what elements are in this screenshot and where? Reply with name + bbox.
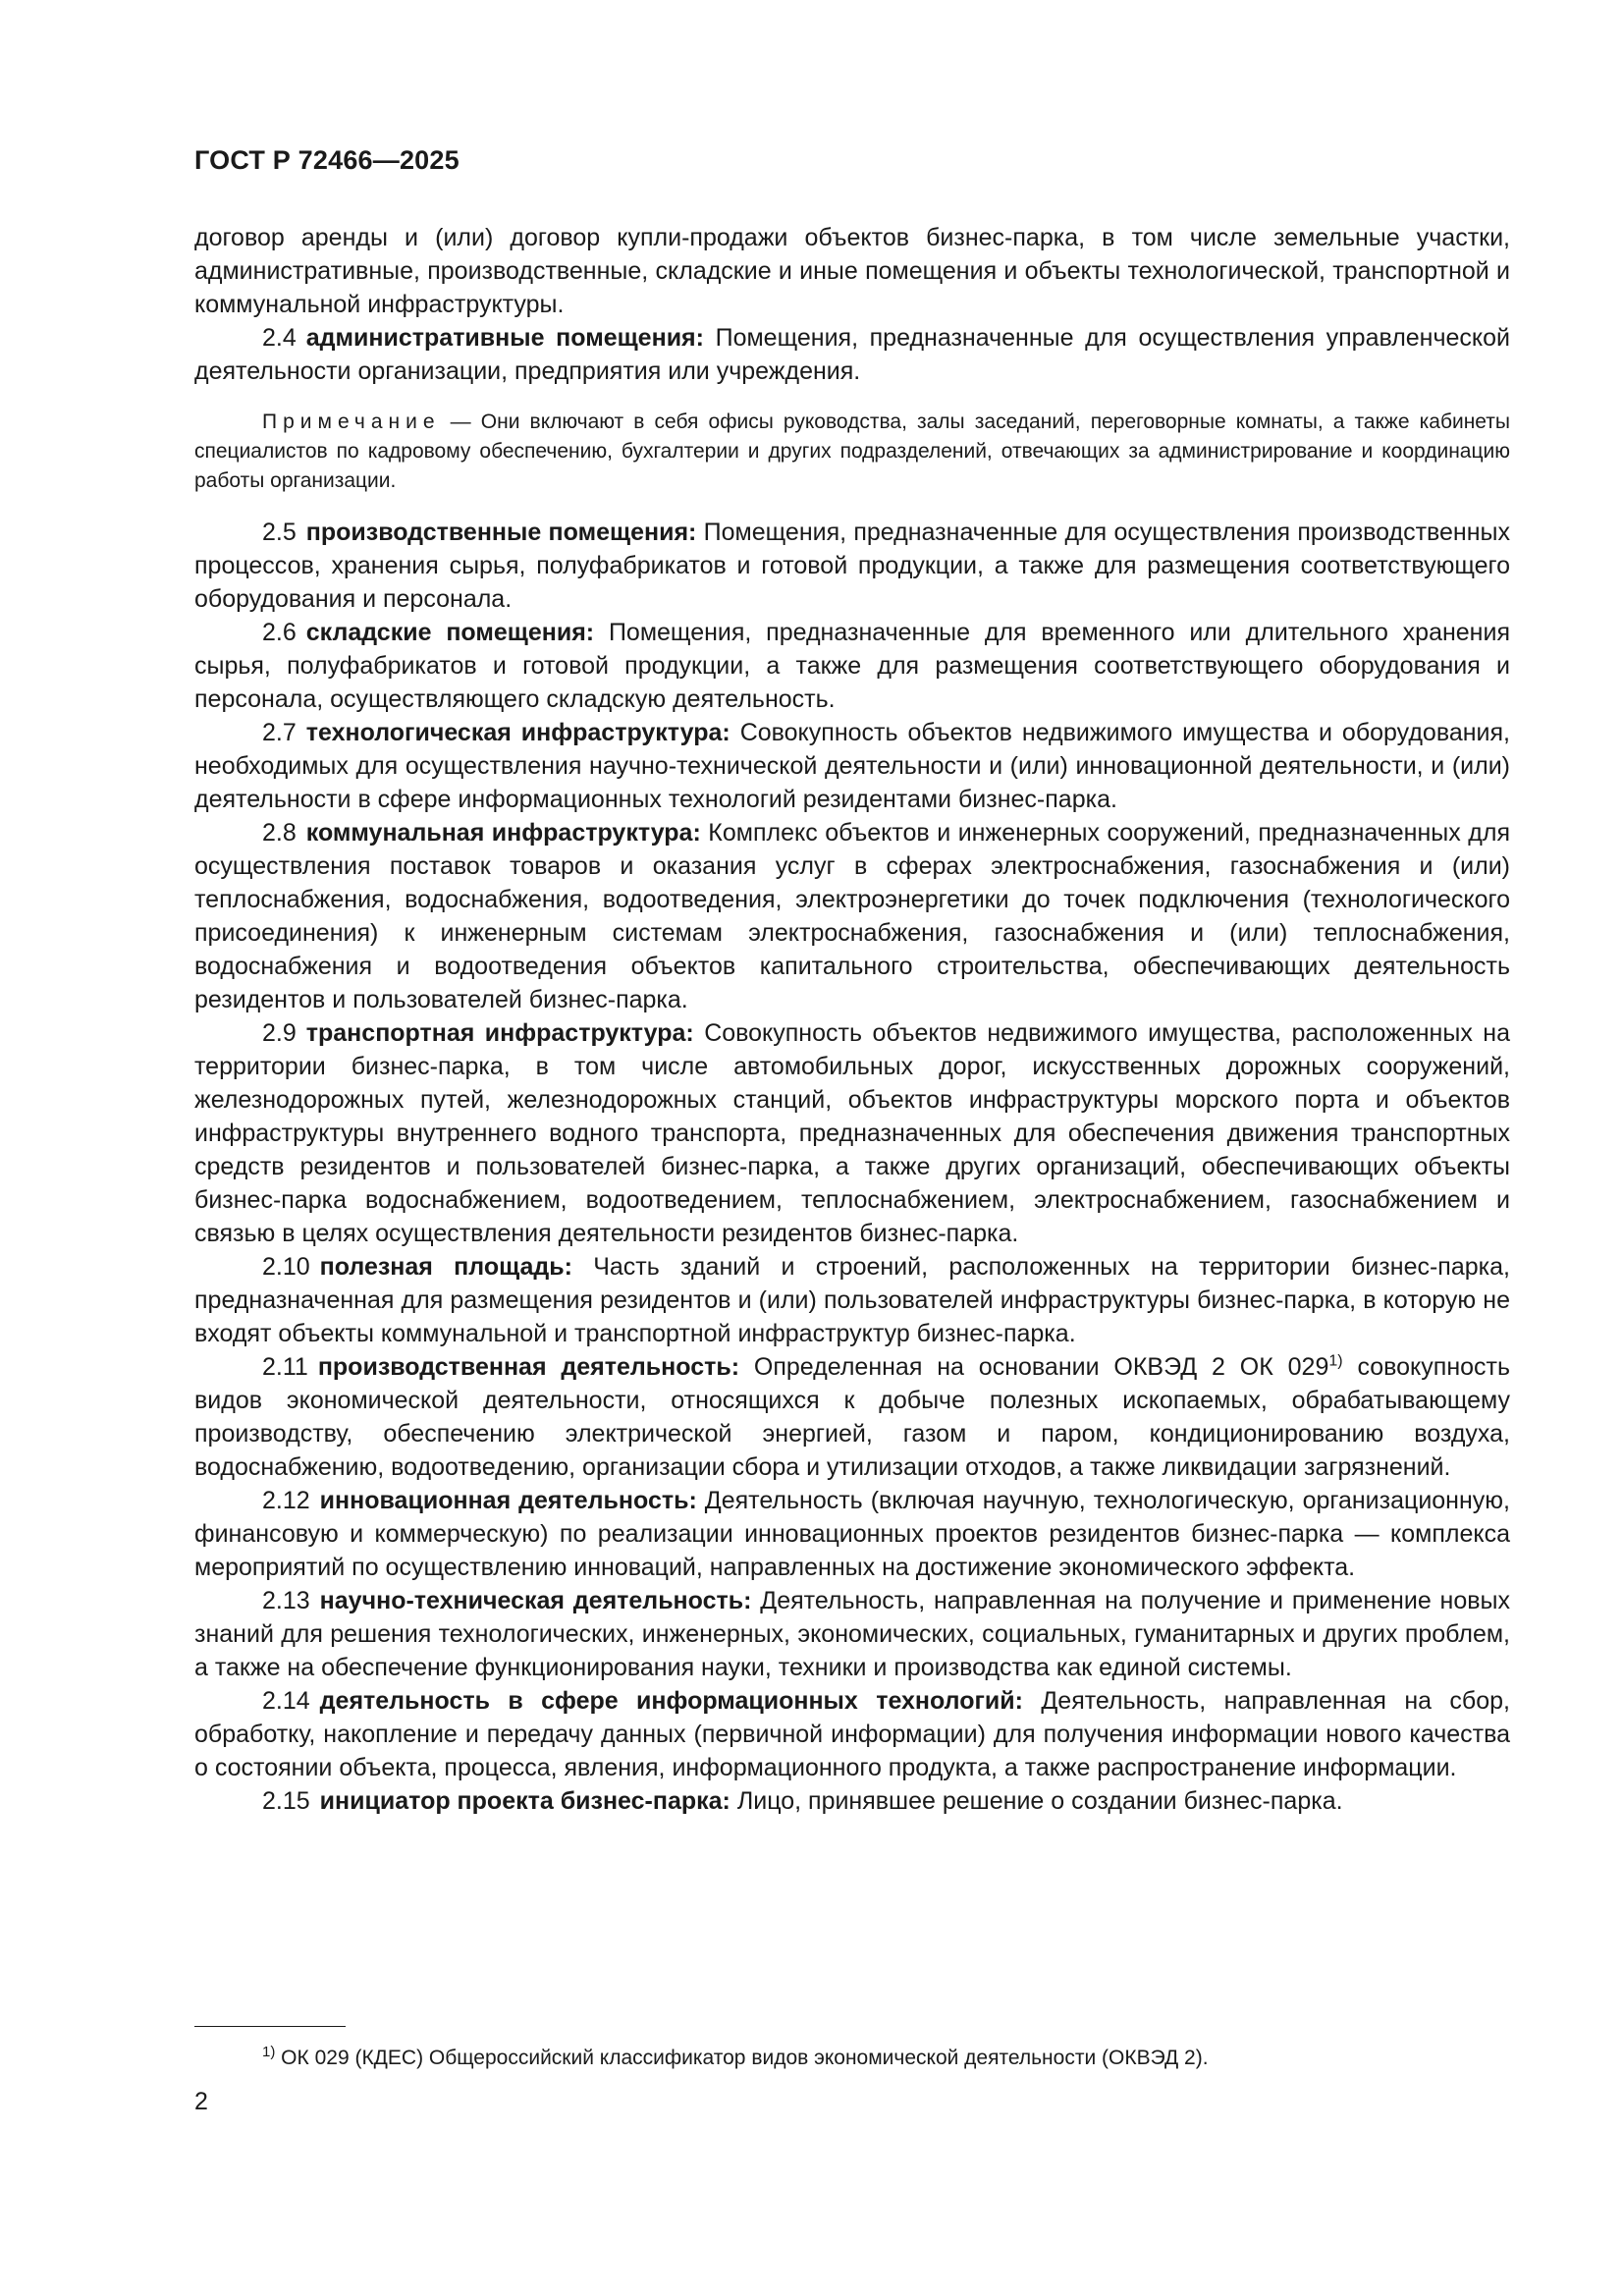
- footnote-divider: [194, 2026, 346, 2027]
- definition-2-5: [194, 516, 1510, 616]
- clause-number: 2.15: [262, 1787, 310, 1815]
- definition-text: Помещения, предназначенные для осуществления производственных процессов, хранения сырья, полуфабрикатов и готовой продукции, а также для размещения соответствующего оборудования и персонала.: [194, 519, 1510, 613]
- clause-number: 2.5: [262, 519, 297, 546]
- document-body: [194, 221, 1510, 1818]
- note-label: Примечание: [262, 410, 441, 433]
- term: коммунальная инфраструктура:: [305, 819, 701, 847]
- clause-number: 2.13: [262, 1587, 310, 1614]
- clause-number: 2.4: [262, 324, 297, 352]
- definition-2-14: [194, 1684, 1510, 1784]
- clause-number: 2.6: [262, 619, 297, 646]
- definition-text: совокупность видов экономической деятельности, относящихся к добыче полезных ископаемых, обрабатывающему производству, обеспечению электрической энергией, газом и паром, кондиционированию воздуха, водоснабжению, водоотведению, организации сбора и утилизации отходов, а также ликвидации загрязнений.: [194, 1353, 1510, 1481]
- definition-text: Помещения, предназначенные для временного или длительного хранения сырья, полуфабрикатов и готовой продукции, а также для размещения соответствующего оборудования и персонала, осуществляющего складскую деятельность.: [194, 619, 1510, 713]
- definition-text: Совокупность объектов недвижимого имущества, расположенных на территории бизнес-парка, в том числе автомобильных дорог, искусственных дорожных сооружений, железнодорожных путей, железнодорожных станций, объектов инфраструктуры морского порта и объектов инфраструктуры внутреннего водного транспорта, предназначенных для обеспечения движения транспортных средств резидентов и пользователей бизнес-парка, а также других организаций, обеспечивающих объекты бизнес-парка водоснабжением, водоотведением, теплоснабжением, электроснабжением, газоснабжением и связью в целях осуществления деятельности резидентов бизнес-парка.: [194, 1019, 1510, 1247]
- term: технологическая инфраструктура:: [305, 719, 730, 746]
- clause-number: 2.7: [262, 719, 297, 746]
- definition-2-8: [194, 816, 1510, 1016]
- definition-text: Лицо, принявшее решение о создании бизнес-парка.: [730, 1787, 1343, 1815]
- definition-2-4: [194, 321, 1510, 388]
- definition-2-9: [194, 1016, 1510, 1250]
- clause-number: 2.14: [262, 1687, 310, 1715]
- definition-text: Помещения, предназначенные для осуществления управленческой деятельности организации, предприятия или учреждения.: [194, 324, 1511, 385]
- definition-text: Деятельность, направленная на получение и применение новых знаний для решения технологических, инженерных, экономических, социальных, гуманитарных и других проблем, а также на обеспечение функционирования науки, техники и производства как единой системы.: [194, 1587, 1511, 1681]
- footnote-marker: 1): [262, 2044, 276, 2060]
- footnote: [262, 2045, 1209, 2072]
- intro-paragraph: договор аренды и (или) договор купли-продажи объектов бизнес-парка, в том числе земельные участки, административные, производственные, складские и иные помещения и объекты технологической, транспортной и коммунальной инфраструктуры.: [194, 224, 1510, 318]
- definition-text: Деятельность, направленная на сбор, обработку, накопление и передачу данных (первичной информации) для получения информации нового качества о состоянии объекта, процесса, явления, информационного продукта, а также распространение информации.: [194, 1687, 1510, 1781]
- term: деятельность в сфере информационных технологий:: [319, 1687, 1023, 1715]
- term: складские помещения:: [305, 619, 595, 646]
- term: инициатор проекта бизнес-парка:: [319, 1787, 730, 1815]
- definition-text: Комплекс объектов и инженерных сооружений, предназначенных для осуществления поставок товаров и оказания услуг в сферах электроснабжения, газоснабжения и (или) теплоснабжения, водоснабжения, водоотведения, электроэнергетики до точек подключения (технологического присоединения) к инженерным системам электроснабжения, газоснабжения и (или) теплоснабжения, водоснабжения и водоотведения объектов капитального строительства, обеспечивающих деятельность резидентов и пользователей бизнес-парка.: [194, 819, 1510, 1013]
- definition-text: Совокупность объектов недвижимого имущества и оборудования, необходимых для осуществления научно-технической деятельности и (или) инновационной деятельности, и (или) деятельности в сфере информационных технологий резидентами бизнес-парка.: [194, 719, 1510, 813]
- clause-number: 2.12: [262, 1487, 310, 1514]
- footnote-reference: 1): [1328, 1352, 1343, 1370]
- definition-2-13: [194, 1584, 1510, 1684]
- clause-number: 2.10: [262, 1253, 310, 1281]
- definition-2-7: [194, 716, 1510, 816]
- term: полезная площадь:: [319, 1253, 572, 1281]
- note-text: — Они включают в себя офисы руководства, залы заседаний, переговорные комнаты, а также кабинеты специалистов по кадровому обеспечению, бухгалтерии и других подразделений, отвечающих за администрирование и координацию работы организации.: [194, 410, 1510, 492]
- document-header: ГОСТ Р 72466—2025: [194, 145, 460, 175]
- term: административные помещения:: [305, 324, 704, 352]
- definition-2-6: [194, 616, 1510, 716]
- term: инновационная деятельность:: [319, 1487, 697, 1514]
- definition-text: Часть зданий и строений, расположенных на территории бизнес-парка, предназначенная для размещения резидентов и (или) пользователей инфраструктуры бизнес-парка, в которую не входят объекты коммунальной и транспортной инфраструктур бизнес-парка.: [194, 1253, 1510, 1347]
- note-paragraph: [194, 408, 1510, 496]
- definition-2-15: [194, 1784, 1510, 1818]
- term: научно-техническая деятельность:: [319, 1587, 752, 1614]
- clause-number: 2.8: [262, 819, 297, 847]
- definition-text: Деятельность (включая научную, технологическую, организационную, финансовую и коммерческую) по реализации инновационных проектов резидентов бизнес-парка — комплекса мероприятий по осуществлению инноваций, направленных на достижение экономического эффекта.: [194, 1487, 1510, 1581]
- definition-2-11: [194, 1350, 1510, 1484]
- clause-number: 2.11: [262, 1353, 308, 1381]
- term: транспортная инфраструктура:: [305, 1019, 694, 1047]
- page-number: 2: [194, 2088, 208, 2115]
- clause-number: 2.9: [262, 1019, 297, 1047]
- definition-2-12: [194, 1484, 1510, 1584]
- definition-text-lead: Определенная на основании ОКВЭД 2 ОК 029: [739, 1353, 1329, 1381]
- footnote-text: ОК 029 (КДЕС) Общероссийский классификатор видов экономической деятельности (ОКВЭД 2).: [275, 2047, 1209, 2069]
- term: производственная деятельность:: [317, 1353, 740, 1381]
- term: производственные помещения:: [305, 519, 697, 546]
- definition-2-10: [194, 1250, 1510, 1350]
